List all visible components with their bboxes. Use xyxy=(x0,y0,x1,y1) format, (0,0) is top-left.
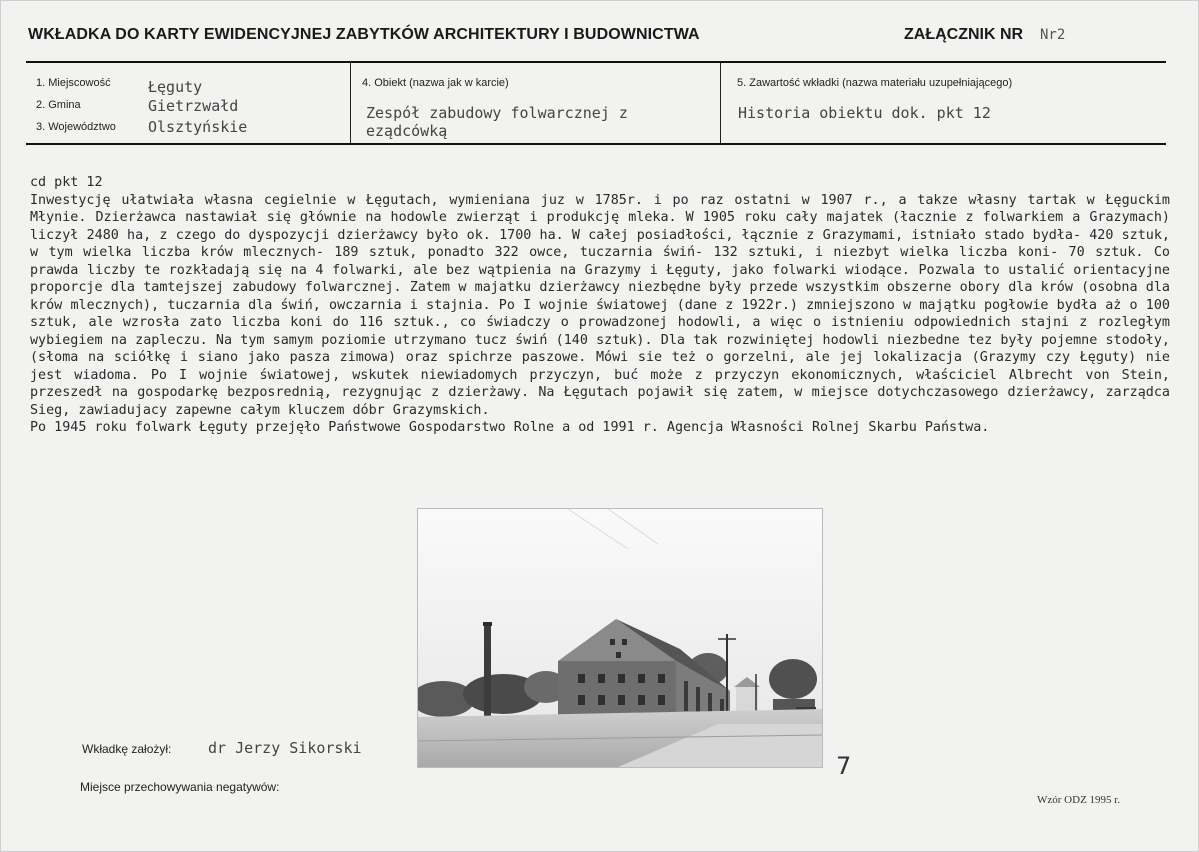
author-value: dr Jerzy Sikorski xyxy=(208,739,362,757)
voivodeship-value: Olsztyńskie xyxy=(148,118,248,136)
negatives-location-label: Miejsce przechowywania negatywów: xyxy=(80,780,280,794)
voivodeship-label: 3. Województwo xyxy=(36,121,116,133)
farm-photograph-image xyxy=(418,509,822,767)
farm-photograph xyxy=(417,508,823,768)
locality-label: 1. Miejscowość xyxy=(36,77,111,89)
header-top-rule xyxy=(26,61,1166,63)
page-number: 7 xyxy=(836,752,852,780)
author-label: Wkładkę założył: xyxy=(82,742,172,756)
history-paragraph: Inwestycję ułatwiała własna cegielnie w Łęgutach, wymieniana juz w 1785r. i po raz ostatni w 1907 r., a takze własny tartak w Łęguckim Młynie. Dzierżawca nastawiał się głównie na hodowle zwierząt i produkcję mleka. W 1905 roku cały majatek (łacznie z folwarkiem a Grazymach) liczył 2480 ha, z czego do dyspozycji dzierżawcy było ok. 1700 ha. W całej posiadłości, łącznie z Grazymami, istniało stado bydła- 420 sztuk, w tym wielka liczba krów mlecznych- 189 sztuk, ponadto 322 owce, tuczarnia świń- 132 sztuki, i niezbyt wielka liczba koni- 70 sztuk. Co prawda liczby te rozkładają się na 4 folwarki, ale bez wątpienia na Grazymy i Łęguty, jako folwarki wiodące. Pozwala to ustalić orientacyjne proporcje dla tamtejszej zabudowy folwarcznej. Zatem w majatku dzierżawcy niezbędne były przede wszystkim obszerne obory dla krów (osobna dla krów mlecznych), tuczarnia dla świń, owczarnia i stajnia. Po I wojnie światowej (dane z 1922r.) zmniejszono w majątku pogłowie bydła aż o 100 sztuk, ale wzrosła zato liczba koni do 116 sztuk., co świadczy o prowadzonej hodowli, a więc o istnieniu odpowiednich stajni z rozległym wybiegiem na zapleczu. Na tym samym poziomie utrzymano tucz świń (140 sztuk). Dla tak rozwiniętej hodowli niezbedne tez były pojemne stodoły, (słoma na sciółkę i siano jako pasza zimowa) oraz spichrze paszowe. Mówi sie też o gorzelni, ale jej lokalizacja (Grazymy czy Łęguty) nie jest wiadoma. Po I wojnie światowej, wskutek niewiadomych przyczyn, buć może z przyczyn ekonomicznych, właściciel Albrecht von Stein, przeszedł na gospodarkę bezposrednią, rezygnując z dzierżawy. Na Łęgutach pojawił się zatem, w miejsce dotychczasowego dzierżawcy, zarządca Sieg, zawiadujacy zapewne całym kluczem dóbr Grazymskich. xyxy=(30,192,1170,418)
header-bottom-rule xyxy=(26,143,1166,145)
object-value: Zespół zabudowy folwarcznej z eządcówką xyxy=(366,104,628,140)
form-title: WKŁADKA DO KARTY EWIDENCYJNEJ ZABYTKÓW ARCHITEKTURY I BUDOWNICTWA xyxy=(28,26,700,43)
annex-label: ZAŁĄCZNIK NR xyxy=(904,26,1024,43)
commune-value: Gietrzwałd xyxy=(148,97,239,115)
column-divider xyxy=(350,63,351,143)
object-label: 4. Obiekt (nazwa jak w karcie) xyxy=(362,77,509,89)
content-value: Historia obiektu dok. pkt 12 xyxy=(738,104,991,122)
annex-number: Nr2 xyxy=(1040,27,1066,43)
history-text xyxy=(30,174,1170,437)
history-paragraph: Po 1945 roku folwark Łęguty przejęło Państwowe Gospodarstwo Rolne a od 1991 r. Agencja Własności Rolnej Skarbu Państwa. xyxy=(30,420,990,435)
commune-label: 2. Gmina xyxy=(36,99,81,111)
column-divider xyxy=(720,63,721,143)
content-label: 5. Zawartość wkładki (nazwa materiału uzupełniającego) xyxy=(737,77,1013,89)
form-template-mark: Wzór ODZ 1995 r. xyxy=(1037,794,1121,806)
history-heading: cd pkt 12 xyxy=(30,175,103,190)
locality-value: Łęguty xyxy=(148,78,203,96)
